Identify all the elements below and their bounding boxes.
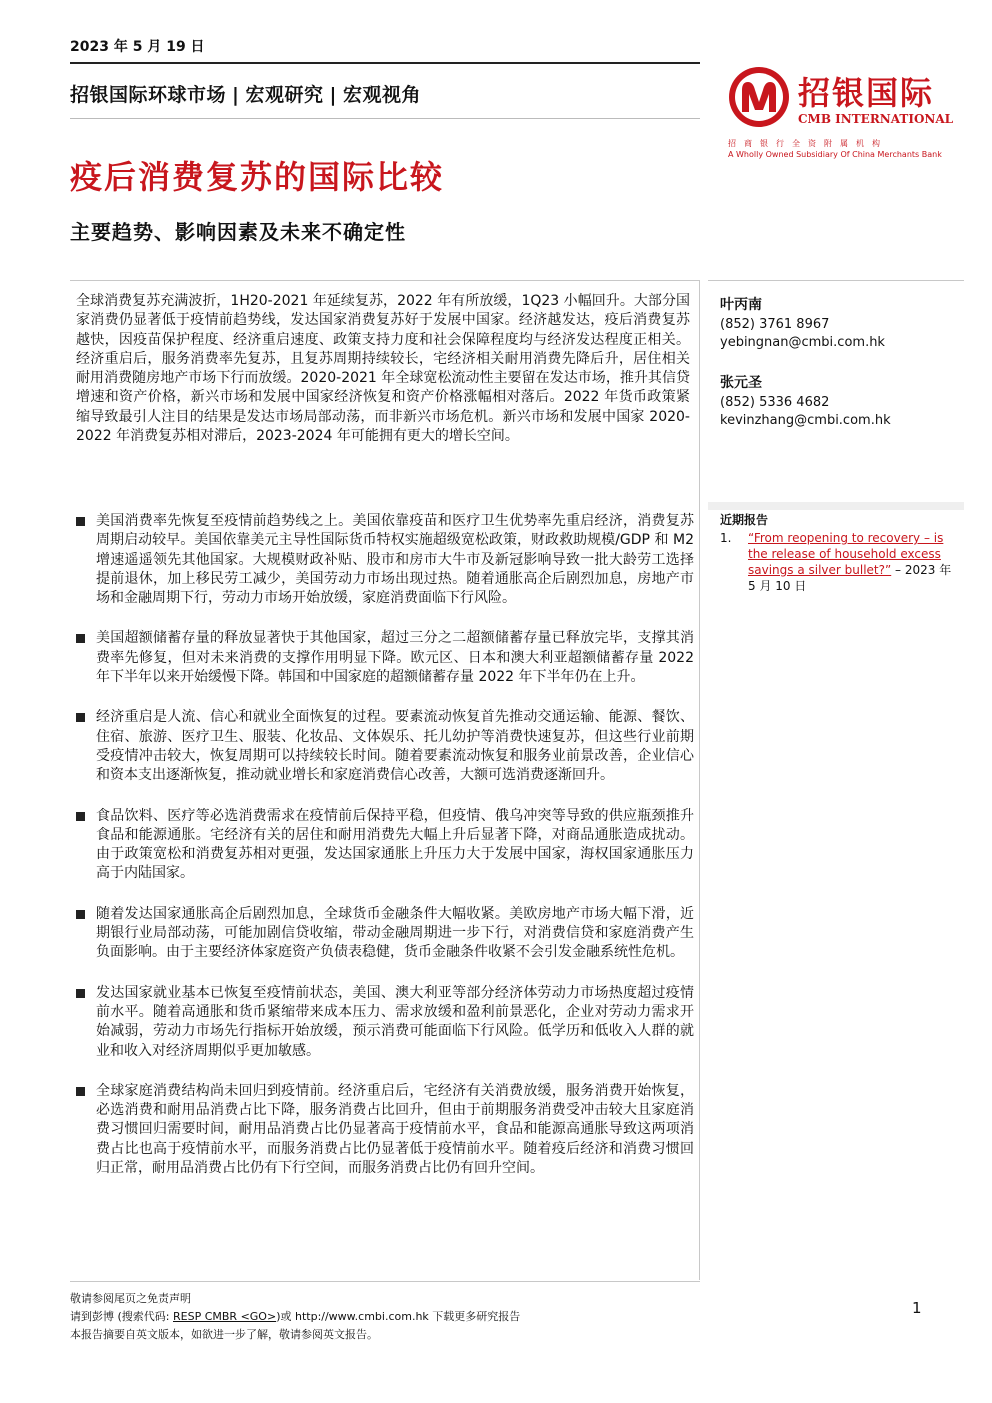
- square-bullet-icon: [76, 713, 85, 722]
- breadcrumb-separator: |: [232, 84, 240, 106]
- report-date: 2023 年 5 月 19 日: [70, 39, 205, 55]
- list-item: [70, 1082, 694, 1178]
- logo-english: CMB INTERNATIONAL: [798, 112, 954, 126]
- breadcrumb-item: 招银国际环球市场: [70, 84, 227, 106]
- square-bullet-icon: [76, 812, 85, 821]
- recent-report-item: [720, 530, 956, 594]
- report-subtitle: 主要趋势、影响因素及未来不确定性: [70, 220, 406, 244]
- square-bullet-icon: [76, 910, 85, 919]
- breadcrumb-item: 宏观研究: [245, 84, 324, 106]
- recent-reports-title: 近期报告: [720, 513, 769, 527]
- bullet-text: 全球家庭消费结构尚未回归到疫情前。经济重启后，宅经济有关消费放缓，服务消费开始恢复，必选消费和耐用品消费占比下降，服务消费占比回升，但由于前期服务消费受冲击较大且家庭消费习惯回归需要时间，耐用品消费占比仍显著高于疫情前水平，食品和能源高通胀导致这两项消费占比也高于疫情前水平，而服务消费占比仍显著低于疫情前水平。随着疫后经济和消费习惯回归正常，耐用品消费占比仍有下行空间，而服务消费占比仍有回升空间。: [96, 1082, 694, 1177]
- list-item: [70, 708, 694, 785]
- cmbi-logo: [728, 66, 958, 166]
- logo-chinese: 招银国际: [798, 74, 935, 112]
- footer-rule: [70, 1281, 700, 1282]
- bullet-text: 食品饮料、医疗等必选消费需求在疫情前后保持平稳，但疫情、俄乌冲突等导致的供应瓶颈推升食品和能源通胀。宅经济有关的居住和耐用消费先大幅上升后显著下降，对商品通胀造成扰动。由于政策宽松和消费复苏相对更强，发达国家通胀上升压力大于发展中国家，海权国家通胀压力高于内陆国家。: [96, 807, 694, 882]
- bullet-text: 发达国家就业基本已恢复至疫情前状态，美国、澳大利亚等部分经济体劳动力市场热度超过疫情前水平。随着高通胀和货币紧缩带来成本压力、需求放缓和盈利前景恶化，企业对劳动力需求开始减弱，劳动力市场先行指标开始放缓，预示消费可能面临下行风险。低学历和低收入人群的就业和收入对经济周期似乎更加敏感。: [96, 984, 694, 1059]
- recent-report-number: 1.: [720, 531, 732, 545]
- bloomberg-text: )或: [276, 1310, 295, 1323]
- square-bullet-icon: [76, 634, 85, 643]
- key-points-list: [70, 512, 694, 1199]
- analyst-name: 张元圣: [720, 375, 762, 391]
- recent-report-date: – 2023 年 5 月 10 日: [748, 563, 952, 593]
- logo-tagline-chinese: 招商银行全资附属机构: [728, 139, 888, 148]
- analyst-card: [720, 296, 885, 352]
- bloomberg-note: [70, 1308, 770, 1326]
- english-version-note: 本报告摘要自英文版本，如欲进一步了解，敬请参阅英文报告。: [70, 1328, 378, 1341]
- footer: [70, 1290, 770, 1344]
- analyst-name: 叶丙南: [720, 297, 762, 313]
- bullet-text: 美国消费率先恢复至疫情前趋势线之上。美国依靠疫苗和医疗卫生优势率先重启经济，消费复苏周期启动较早。美国依靠美元主导性国际货币特权实施超级宽松政策，财政救助规模/GDP 和 M2 增速遥遥领先其他国家。大规模财政补贴、股市和房市大牛市及新冠影响导致一批大龄劳工选择提前退休，加上移民劳工减少，美国劳动力市场出现过热。随着通胀高企后剧烈加息，房地产市场和金融周期下行，劳动力市场开始放缓，家庭消费面临下行风险。: [96, 513, 694, 607]
- square-bullet-icon: [76, 989, 85, 998]
- disclaimer-note: 敬请参阅尾页之免责声明: [70, 1292, 191, 1305]
- list-item: [70, 512, 694, 608]
- bullet-text: 经济重启是人流、信心和就业全面恢复的过程。要素流动恢复首先推动交通运输、能源、餐饮、住宿、旅游、医疗卫生、服装、化妆品、文体娱乐、托儿幼护等消费快速复苏，但这些行业前期受疫情冲击较大，恢复周期可以持续较长时间。随着要素流动恢复和服务业前景改善，企业信心和资本支出逐渐恢复，推动就业增长和家庭消费信心改善，大额可选消费逐渐回升。: [96, 709, 694, 784]
- breadcrumb: [70, 80, 421, 107]
- list-item: [70, 807, 694, 884]
- square-bullet-icon: [76, 1087, 85, 1096]
- breadcrumb-item: 宏观视角: [342, 84, 421, 106]
- cmbi-logo-icon: [728, 66, 790, 128]
- bullet-text: 随着发达国家通胀高企后剧烈加息，全球货币金融条件大幅收紧。美欧房地产市场大幅下滑，近期银行业局部动荡，可能加剧信贷收缩，带动金融周期进一步下行，对消费信贷和家庭消费产生负面影响。由于主要经济体家庭资产负债表稳健，货币金融条件收紧不会引发金融系统性危机。: [96, 905, 694, 961]
- main-column: [70, 280, 700, 1280]
- analyst-email[interactable]: yebingnan@cmbi.com.hk: [720, 335, 885, 350]
- breadcrumb-separator: |: [329, 84, 337, 106]
- report-title: 疫后消费复苏的国际比较: [70, 158, 445, 196]
- sidebar-divider: [708, 502, 964, 510]
- analyst-phone: (852) 3761 8967: [720, 317, 830, 332]
- list-item: [70, 905, 694, 963]
- logo-tagline-english: A Wholly Owned Subsidiary Of China Merchants Bank: [728, 150, 942, 159]
- website-link[interactable]: http://www.cmbi.com.hk: [294, 1310, 429, 1323]
- sidebar-rule: [708, 280, 964, 281]
- analyst-phone: (852) 5336 4682: [720, 395, 830, 410]
- summary-paragraph: 全球消费复苏充满波折，1H20-2021 年延续复苏，2022 年有所放缓，1Q23 小幅回升。大部分国家消费仍显著低于疫情前趋势线，发达国家消费复苏好于发展中国家。经济越发达，疫后消费复苏越快，因疫苗保护程度、经济重启速度、政策支持力度和社会保障程度均与经济发达程度正相关。经济重启后，服务消费率先复苏，且复苏周期持续较长，宅经济相关耐用消费先降后升，居住相关耐用消费随房地产市场下行而放缓。2020-2021 年全球宽松流动性主要留在发达市场，推升其信贷增速和资产价格，新兴市场和发展中国家经济恢复和资产价格涨幅相对落后。2022 年货币政策紧缩导致最引人注目的结果是发达市场局部动荡，而非新兴市场危机。新兴市场和发展中国家 2020-2022 年消费复苏相对滞后，2023-2024 年可能拥有更大的增长空间。: [76, 293, 690, 445]
- header-subrule: [70, 118, 700, 119]
- list-item: [70, 629, 694, 687]
- bloomberg-code-link[interactable]: RESP CMBR <GO>: [173, 1310, 277, 1323]
- bloomberg-text: 下载更多研究报告: [428, 1310, 521, 1323]
- header-rule: [70, 62, 700, 64]
- main-rule: [70, 280, 700, 281]
- analyst-email[interactable]: kevinzhang@cmbi.com.hk: [720, 413, 891, 428]
- analyst-card: [720, 374, 891, 430]
- page-number: 1: [912, 1299, 922, 1317]
- bloomberg-text: 请到彭博 (搜索代码:: [70, 1310, 173, 1323]
- bullet-text: 美国超额储蓄存量的释放显著快于其他国家，超过三分之二超额储蓄存量已释放完毕，支撑其消费率先修复，但对未来消费的支撑作用明显下降。欧元区、日本和澳大利亚超额储蓄存量 2022 年下半年以来开始缓慢下降。韩国和中国家庭的超额储蓄存量 2022 年下半年仍在上升。: [96, 630, 694, 686]
- recent-report-link[interactable]: “From reopening to recovery – is the release of household excess savings a silver bullet?”: [748, 531, 944, 577]
- list-item: [70, 984, 694, 1061]
- recent-reports: [720, 512, 956, 594]
- square-bullet-icon: [76, 517, 85, 526]
